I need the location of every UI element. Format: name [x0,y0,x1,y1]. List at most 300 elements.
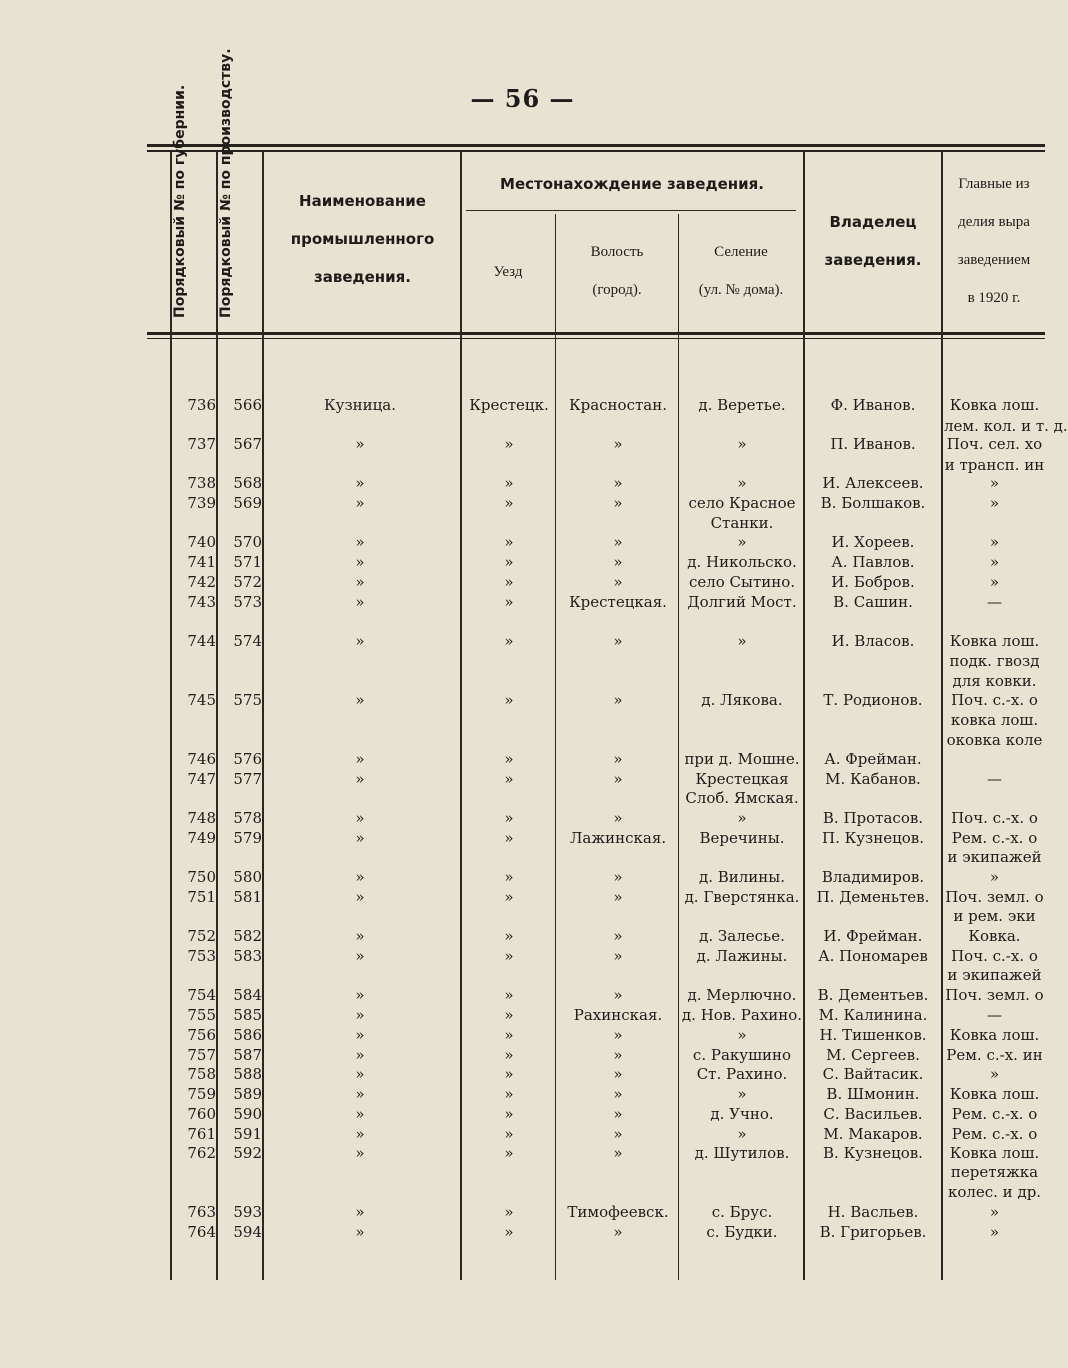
cell-name: » [355,927,365,945]
cell-owner: И. Власов. [831,632,915,650]
cell-selenie: д. Залесье. [699,927,785,945]
cell-selenie: д. Веретье. [698,396,786,414]
cell-uezd: » [504,750,514,768]
cell-selenie: Веречины. [699,829,785,847]
cell-volost: Красностан. [569,396,667,414]
cell-selenie: » [737,1026,747,1044]
header-bottom-rule-thin [147,338,1045,339]
cell-name: » [355,809,365,827]
cell-name: » [355,533,365,551]
cell-n1: 753 [187,947,216,965]
cell-prod: » [989,474,1000,492]
cell-uezd: » [504,593,514,611]
cell-uezd: » [504,691,514,709]
cell-owner: М. Макаров. [823,1125,923,1143]
location-subrule [466,210,796,211]
cell-n2: 579 [233,829,262,847]
cell-n1: 748 [187,809,216,827]
cell-volost: » [613,494,623,512]
cell-volost: Лажинская. [569,829,667,847]
cell-n2: 571 [233,553,262,571]
cell-uezd: » [504,553,514,571]
cell-selenie: » [737,809,747,827]
cell-n2: 592 [233,1144,262,1162]
cell-owner: Т. Родионов. [823,691,923,709]
cell-volost: » [613,868,623,886]
table-row [0,887,1045,907]
table-row [0,473,1045,493]
cell-volost: » [613,1046,623,1064]
cell-n2: 593 [233,1203,262,1221]
cell-volost: » [613,1144,623,1162]
cell-name: » [355,573,365,591]
cell-uezd: » [504,474,514,492]
cell-uezd: » [504,829,514,847]
cell-selenie: » [737,1125,747,1143]
cont-prod: и рем. эки [953,907,1036,925]
cell-n2: 574 [233,632,262,650]
cell-prod: Поч. земл. о [945,986,1044,1004]
cell-n2: 587 [233,1046,262,1064]
cell-volost: » [613,927,623,945]
cell-n2: 572 [233,573,262,591]
table-row [0,532,1045,552]
cell-uezd: » [504,632,514,650]
cell-name: » [355,553,365,571]
table-row [0,1005,1045,1025]
cell-owner: П. Иванов. [830,435,916,453]
cell-selenie: д. Учно. [710,1105,774,1123]
cell-prod: » [989,573,1000,591]
cell-n2: 594 [233,1223,262,1241]
cont-prod: перетяжка [950,1163,1039,1181]
cell-volost: » [613,573,623,591]
header-name [265,182,460,296]
cell-uezd: » [504,770,514,788]
cell-uezd: Крестецк. [469,396,549,414]
header-products [943,165,1045,317]
table-row [0,1202,1045,1222]
cell-name: » [355,474,365,492]
cell-uezd: » [504,1006,514,1024]
cell-owner: Ф. Иванов. [830,396,916,414]
table-row [0,1104,1045,1124]
cell-owner: А. Пономарев [818,947,928,965]
cell-uezd: » [504,986,514,1004]
cell-n1: 759 [187,1085,216,1103]
cell-owner: И. Фрейман. [823,927,923,945]
cell-n2: 566 [233,396,262,414]
cell-owner: Владимиров. [821,868,925,886]
header-uezd: Уезд [493,264,523,280]
cell-n2: 584 [233,986,262,1004]
cell-name: » [355,1144,365,1162]
cell-n1: 744 [187,632,216,650]
cell-name: » [355,1065,365,1083]
cell-selenie: д. Шутилов. [694,1144,790,1162]
cell-owner: В. Кузнецов. [823,1144,923,1162]
cell-name: » [355,770,365,788]
table-row [0,1064,1045,1084]
cell-n1: 738 [187,474,216,492]
cell-volost: » [613,632,623,650]
cell-n1: 742 [187,573,216,591]
cell-n2: 582 [233,927,262,945]
cell-n1: 739 [187,494,216,512]
cell-n2: 575 [233,691,262,709]
cell-n2: 570 [233,533,262,551]
cell-volost: » [613,1026,623,1044]
cont-prod: колес. и др. [947,1183,1042,1201]
cell-prod: Рем. с.-х. о [951,829,1038,847]
cell-volost: » [613,1065,623,1083]
table-row [0,631,1045,651]
cell-prod: — [987,770,1002,788]
cell-n1: 740 [187,533,216,551]
cell-name: » [355,868,365,886]
cell-owner: П. Деменьтев. [816,888,930,906]
cell-volost: » [613,888,623,906]
cell-uezd: » [504,1085,514,1103]
header-bottom-rule [147,332,1045,335]
cell-uezd: » [504,888,514,906]
table-row [0,985,1045,1005]
cont-prod: лем. кол. и т. д. [944,417,1068,435]
cell-n1: 751 [187,888,216,906]
table-row [0,926,1045,946]
header-n-production: Порядковый № по производству. [218,48,234,318]
cell-uezd: » [504,809,514,827]
cell-n1: 760 [187,1105,216,1123]
cell-selenie: с. Брус. [711,1203,773,1221]
cell-uezd: » [504,868,514,886]
cell-selenie: Крестецкая [695,770,789,788]
table-row [0,395,1045,415]
cell-n2: 585 [233,1006,262,1024]
cell-volost: » [613,1105,623,1123]
header-name-line: Наименование [299,192,426,210]
cell-uezd: » [504,1026,514,1044]
cell-n1: 763 [187,1203,216,1221]
cell-selenie: д. Гверстянка. [684,888,800,906]
header-name-line: заведения. [314,268,411,286]
cell-name: » [355,1223,365,1241]
cell-owner: М. Калинина. [818,1006,928,1024]
cell-name: » [355,1046,365,1064]
cell-n2: 586 [233,1026,262,1044]
cont-selenie: Станки. [710,514,774,532]
cell-n1: 762 [187,1144,216,1162]
table-row [0,1025,1045,1045]
cell-uezd: » [504,1046,514,1064]
cell-volost: » [613,691,623,709]
cell-selenie: » [737,632,747,650]
cell-owner: И. Бобров. [831,573,915,591]
cell-selenie: » [737,533,747,551]
cell-n2: 589 [233,1085,262,1103]
cell-volost: » [613,474,623,492]
table-row [0,1222,1045,1242]
cell-uezd: » [504,494,514,512]
cell-n2: 577 [233,770,262,788]
cell-prod: Ковка лош. [949,1144,1040,1162]
cell-volost: » [613,947,623,965]
cell-uezd: » [504,1065,514,1083]
table-row [0,1045,1045,1065]
header-owner-line: Владелец [829,213,917,231]
page-number: — 56 — [470,84,575,113]
cell-n2: 578 [233,809,262,827]
cell-n1: 764 [187,1223,216,1241]
cell-volost: Тимофеевск. [567,1203,669,1221]
cell-volost: » [613,553,623,571]
cell-volost: Крестецкая. [569,593,667,611]
cell-n1: 737 [187,435,216,453]
cell-n2: 588 [233,1065,262,1083]
cell-owner: В. Болшаков. [820,494,926,512]
cell-n2: 583 [233,947,262,965]
cell-name: » [355,1125,365,1143]
cell-selenie: с. Ракушино [692,1046,792,1064]
cell-n1: 749 [187,829,216,847]
cell-selenie: » [737,1085,747,1103]
cell-n1: 758 [187,1065,216,1083]
cell-n2: 576 [233,750,262,768]
cell-name: » [355,888,365,906]
cell-owner: С. Вайтасик. [822,1065,924,1083]
cell-n1: 743 [187,593,216,611]
cont-prod: и экипажей [947,848,1042,866]
cell-n2: 580 [233,868,262,886]
cell-n1: 755 [187,1006,216,1024]
cell-prod: Рем. с.-х. ин [946,1046,1043,1064]
cell-selenie: д. Вилины. [698,868,786,886]
table-row [0,493,1045,513]
table-row [0,946,1045,966]
table-row [0,808,1045,828]
cell-uezd: » [504,1105,514,1123]
cont-prod: и трансп. ин [944,456,1045,474]
cell-n1: 750 [187,868,216,886]
cell-owner: И. Хореев. [831,533,915,551]
cont-prod: для ковки. [952,672,1037,690]
cell-uezd: » [504,1223,514,1241]
cell-volost: » [613,770,623,788]
cell-prod: Ковка лош. [949,1085,1040,1103]
header-volost-line: Волость [590,244,644,260]
cell-selenie: д. Лякова. [701,691,783,709]
cell-volost: » [613,809,623,827]
cell-selenie: Долгий Мост. [687,593,797,611]
header-owner-line: заведения. [824,251,922,269]
cell-owner: П. Кузнецов. [822,829,924,847]
cell-name: » [355,1006,365,1024]
header-products-line: заведением [957,252,1031,268]
table-row [0,552,1045,572]
cell-uezd: » [504,573,514,591]
header-n-gubernia: Порядковый № по губернии. [172,84,188,318]
table-row [0,749,1045,769]
top-rule-thin [147,150,1045,152]
cont-selenie: Слоб. Ямская. [685,789,799,807]
cell-prod: » [989,868,1000,886]
cell-n2: 569 [233,494,262,512]
cell-prod: Ковка. [968,927,1021,945]
cell-prod: Поч. с.-х. о [951,947,1038,965]
cell-prod: Поч. сел. хо [946,435,1043,453]
cell-uezd: » [504,1125,514,1143]
table-row [0,572,1045,592]
cell-name: » [355,1105,365,1123]
cell-prod: » [989,1203,1000,1221]
table-row [0,769,1045,789]
cell-uezd: » [504,947,514,965]
cell-name: » [355,1085,365,1103]
cell-volost: » [613,1125,623,1143]
cell-name: » [355,829,365,847]
cell-volost: » [613,750,623,768]
cell-owner: А. Фрейман. [824,750,922,768]
cell-owner: М. Кабанов. [825,770,921,788]
header-products-line: Главные из [958,176,1030,192]
cell-volost: Рахинская. [573,1006,663,1024]
cell-n1: 761 [187,1125,216,1143]
cell-owner: В. Григорьев. [819,1223,927,1241]
cell-owner: Н. Тишенков. [819,1026,927,1044]
cell-n1: 747 [187,770,216,788]
cell-prod: Ковка лош. [949,632,1040,650]
cont-prod: ковка лош. [950,711,1039,729]
cell-n2: 573 [233,593,262,611]
cell-selenie: село Красное [688,494,796,512]
cell-prod: » [989,1223,1000,1241]
cell-prod: » [989,494,1000,512]
cell-name: » [355,986,365,1004]
table-row [0,434,1045,454]
cell-n2: 567 [233,435,262,453]
cell-selenie: Ст. Рахино. [696,1065,788,1083]
cell-owner: В. Протасов. [822,809,924,827]
cell-n1: 756 [187,1026,216,1044]
cell-prod: — [987,593,1002,611]
cont-prod: и экипажей [947,966,1042,984]
cell-selenie: с. Будки. [706,1223,778,1241]
cell-uezd: » [504,1144,514,1162]
cell-prod: Ковка лош. [949,1026,1040,1044]
table-row [0,828,1045,848]
cell-prod: » [989,1065,1000,1083]
cell-selenie: » [737,474,747,492]
cell-prod: » [989,533,1000,551]
header-volost-line: (город). [592,282,642,298]
cell-name: » [355,1203,365,1221]
cell-n2: 590 [233,1105,262,1123]
cell-n2: 581 [233,888,262,906]
cell-prod: Рем. с.-х. о [951,1105,1038,1123]
cell-name: » [355,494,365,512]
cell-uezd: » [504,533,514,551]
cell-selenie: при д. Мошне. [684,750,800,768]
cell-uezd: » [504,435,514,453]
cell-selenie: д. Никольско. [687,553,797,571]
cell-owner: С. Васильев. [823,1105,923,1123]
cell-volost: » [613,1085,623,1103]
cell-name: » [355,593,365,611]
header-volost [557,233,677,309]
cell-n1: 752 [187,927,216,945]
cell-name: Кузница. [324,396,396,414]
cell-name: » [355,1026,365,1044]
cell-selenie: д. Мерлючно. [687,986,797,1004]
cell-name: » [355,691,365,709]
cell-selenie: » [737,435,747,453]
cell-n1: 757 [187,1046,216,1064]
cell-name: » [355,947,365,965]
cell-n1: 754 [187,986,216,1004]
cont-prod: подк. гвозд [949,652,1040,670]
cell-n1: 746 [187,750,216,768]
cell-volost: » [613,435,623,453]
header-owner [805,203,941,279]
cell-prod: Поч. земл. о [945,888,1044,906]
cell-prod: — [987,1006,1002,1024]
cell-owner: В. Шмонин. [826,1085,920,1103]
header-products-line: в 1920 г. [967,290,1021,306]
cell-selenie: д. Лажины. [696,947,788,965]
header-products-line: делия выра [958,214,1030,230]
cell-owner: В. Сашин. [833,593,913,611]
top-rule [147,144,1045,147]
cell-prod: Рем. с.-х. о [951,1125,1038,1143]
cell-prod: Ковка лош. [949,396,1040,414]
cell-owner: В. Дементьев. [817,986,929,1004]
header-location: Местонахождение заведения. [500,175,764,193]
table-row [0,592,1045,612]
cell-uezd: » [504,1203,514,1221]
table-row [0,1124,1045,1144]
cell-name: » [355,750,365,768]
header-selenie [680,233,802,309]
cell-n1: 741 [187,553,216,571]
table-row [0,1143,1045,1163]
cell-prod: » [989,553,1000,571]
table-row [0,1084,1045,1104]
cell-selenie: д. Нов. Рахино. [681,1006,803,1024]
header-selenie-line: (ул. № дома). [698,282,784,298]
cell-owner: М. Сергеев. [826,1046,920,1064]
cell-volost: » [613,986,623,1004]
table-row [0,690,1045,710]
cell-volost: » [613,1223,623,1241]
cell-uezd: » [504,927,514,945]
table-row [0,867,1045,887]
cell-n2: 568 [233,474,262,492]
cont-prod: оковка коле [946,731,1043,749]
cell-name: » [355,435,365,453]
cell-n1: 745 [187,691,216,709]
cell-owner: И. Алексеев. [822,474,924,492]
cell-owner: Н. Васльев. [827,1203,919,1221]
cell-name: » [355,632,365,650]
cell-prod: Поч. с.-х. о [951,809,1038,827]
cell-volost: » [613,533,623,551]
cell-n2: 591 [233,1125,262,1143]
cell-n1: 736 [187,396,216,414]
cell-selenie: село Сытино. [688,573,796,591]
header-name-line: промышленного [290,230,435,248]
header-selenie-line: Селение [714,244,768,260]
cell-owner: А. Павлов. [831,553,915,571]
